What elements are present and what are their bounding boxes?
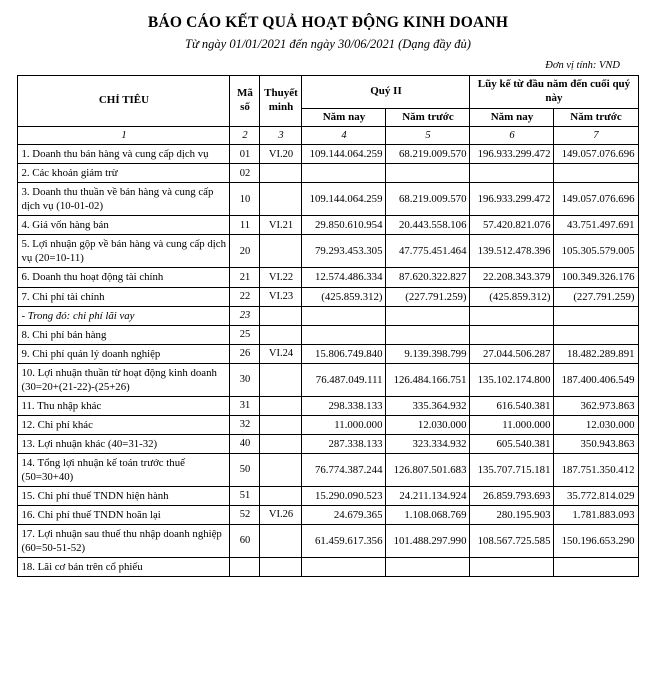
row-note (260, 415, 302, 434)
report-page (0, 14, 656, 679)
row-code: 40 (230, 434, 260, 453)
row-label: 16. Chi phí thuế TNDN hoãn lại (18, 505, 230, 524)
row-code: 32 (230, 415, 260, 434)
row-cumulative-previous-year: 35.772.814.029 (554, 486, 638, 505)
row-quarter-current-year: (425.859.312) (302, 287, 386, 306)
header-quarter-current-year: Năm nay (302, 108, 386, 127)
header-quarter-group: Quý II (302, 76, 470, 109)
header-code: Mã số (230, 76, 260, 127)
row-quarter-previous-year (386, 306, 470, 325)
row-quarter-current-year: 109.144.064.259 (302, 183, 386, 216)
row-cumulative-current-year (470, 325, 554, 344)
row-quarter-previous-year (386, 164, 470, 183)
row-code: 20 (230, 235, 260, 268)
row-cumulative-previous-year: 187.751.350.412 (554, 453, 638, 486)
row-label: 1. Doanh thu bán hàng và cung cấp dịch vụ (18, 145, 230, 164)
row-code: 11 (230, 216, 260, 235)
index-6: 6 (470, 127, 554, 145)
row-label: 2. Các khoản giảm trừ (18, 164, 230, 183)
row-quarter-current-year: 61.459.617.356 (302, 524, 386, 557)
table-row (18, 216, 638, 235)
index-4: 4 (302, 127, 386, 145)
row-quarter-previous-year: 24.211.134.924 (386, 486, 470, 505)
table-row (18, 415, 638, 434)
row-quarter-current-year: 109.144.064.259 (302, 145, 386, 164)
table-row (18, 505, 638, 524)
index-1: 1 (18, 127, 230, 145)
row-label: 17. Lợi nhuận sau thuế thu nhập doanh nghiệp (60=50-51-52) (18, 524, 230, 557)
table-row (18, 145, 638, 164)
row-code: 51 (230, 486, 260, 505)
row-quarter-previous-year: 323.334.932 (386, 434, 470, 453)
row-cumulative-previous-year (554, 325, 638, 344)
row-label: 7. Chi phí tài chính (18, 287, 230, 306)
index-2: 2 (230, 127, 260, 145)
row-code: 30 (230, 363, 260, 396)
row-quarter-previous-year: 68.219.009.570 (386, 145, 470, 164)
row-label: 10. Lợi nhuận thuần từ hoạt động kinh doanh (30=20+(21-22)-(25+26) (18, 363, 230, 396)
row-note (260, 453, 302, 486)
row-code: 23 (230, 306, 260, 325)
row-cumulative-current-year: 135.102.174.800 (470, 363, 554, 396)
row-quarter-current-year: 12.574.486.334 (302, 268, 386, 287)
index-5: 5 (386, 127, 470, 145)
table-header (18, 76, 638, 127)
row-cumulative-current-year (470, 306, 554, 325)
row-code: 10 (230, 183, 260, 216)
table-row (18, 183, 638, 216)
row-label: 18. Lãi cơ bản trên cổ phiếu (18, 557, 230, 576)
table-row (18, 164, 638, 183)
row-label: 14. Tổng lợi nhuận kế toán trước thuế (50=30+40) (18, 453, 230, 486)
row-note: VI.23 (260, 287, 302, 306)
row-label: 6. Doanh thu hoạt động tài chính (18, 268, 230, 287)
row-label: 9. Chi phí quản lý doanh nghiệp (18, 344, 230, 363)
table-row (18, 486, 638, 505)
row-quarter-current-year (302, 164, 386, 183)
row-quarter-current-year: 298.338.133 (302, 396, 386, 415)
row-note (260, 363, 302, 396)
row-cumulative-previous-year: 105.305.579.005 (554, 235, 638, 268)
row-quarter-current-year: 79.293.453.305 (302, 235, 386, 268)
header-note: Thuyết minh (260, 76, 302, 127)
row-code: 50 (230, 453, 260, 486)
row-note: VI.22 (260, 268, 302, 287)
row-cumulative-current-year: 616.540.381 (470, 396, 554, 415)
row-cumulative-current-year (470, 557, 554, 576)
row-cumulative-current-year: 196.933.299.472 (470, 145, 554, 164)
row-label: 8. Chi phí bán hàng (18, 325, 230, 344)
row-quarter-previous-year: 126.807.501.683 (386, 453, 470, 486)
row-note (260, 306, 302, 325)
row-quarter-previous-year (386, 325, 470, 344)
table-row (18, 306, 638, 325)
row-code: 02 (230, 164, 260, 183)
row-cumulative-previous-year: 149.057.076.696 (554, 183, 638, 216)
row-cumulative-current-year: 57.420.821.076 (470, 216, 554, 235)
table-body (18, 127, 638, 577)
index-7: 7 (554, 127, 638, 145)
row-cumulative-current-year: 135.707.715.181 (470, 453, 554, 486)
row-quarter-current-year (302, 306, 386, 325)
row-cumulative-current-year: 27.044.506.287 (470, 344, 554, 363)
row-quarter-previous-year: 20.443.558.106 (386, 216, 470, 235)
row-note: VI.24 (260, 344, 302, 363)
row-cumulative-previous-year: 18.482.289.891 (554, 344, 638, 363)
row-code: 01 (230, 145, 260, 164)
row-label: 11. Thu nhập khác (18, 396, 230, 415)
row-code (230, 557, 260, 576)
row-note: VI.26 (260, 505, 302, 524)
header-quarter-previous-year: Năm trước (386, 108, 470, 127)
row-note (260, 524, 302, 557)
row-label: 12. Chi phí khác (18, 415, 230, 434)
row-cumulative-current-year: 139.512.478.396 (470, 235, 554, 268)
row-quarter-previous-year: 101.488.297.990 (386, 524, 470, 557)
row-cumulative-current-year: (425.859.312) (470, 287, 554, 306)
row-cumulative-previous-year: 12.030.000 (554, 415, 638, 434)
table-row (18, 453, 638, 486)
row-note (260, 396, 302, 415)
row-quarter-current-year: 11.000.000 (302, 415, 386, 434)
row-code: 26 (230, 344, 260, 363)
row-note: VI.20 (260, 145, 302, 164)
row-note (260, 557, 302, 576)
row-quarter-previous-year: 87.620.322.827 (386, 268, 470, 287)
header-cumulative-previous-year: Năm trước (554, 108, 638, 127)
table-row (18, 434, 638, 453)
row-quarter-previous-year: (227.791.259) (386, 287, 470, 306)
header-cumulative-current-year: Năm nay (470, 108, 554, 127)
row-quarter-previous-year: 9.139.398.799 (386, 344, 470, 363)
table-row (18, 235, 638, 268)
row-quarter-previous-year: 126.484.166.751 (386, 363, 470, 396)
header-criteria: CHỈ TIÊU (18, 76, 230, 127)
row-note (260, 486, 302, 505)
index-3: 3 (260, 127, 302, 145)
row-cumulative-previous-year: 150.196.653.290 (554, 524, 638, 557)
currency-unit-label: Đơn vị tính: VND (545, 60, 620, 71)
row-label: 13. Lợi nhuận khác (40=31-32) (18, 434, 230, 453)
row-label: 15. Chi phí thuế TNDN hiện hành (18, 486, 230, 505)
row-quarter-previous-year (386, 557, 470, 576)
row-quarter-previous-year: 12.030.000 (386, 415, 470, 434)
row-cumulative-current-year: 11.000.000 (470, 415, 554, 434)
row-quarter-previous-year: 68.219.009.570 (386, 183, 470, 216)
row-quarter-current-year (302, 325, 386, 344)
row-cumulative-current-year: 280.195.903 (470, 505, 554, 524)
row-cumulative-current-year: 26.859.793.693 (470, 486, 554, 505)
row-cumulative-previous-year: 362.973.863 (554, 396, 638, 415)
row-cumulative-previous-year: 43.751.497.691 (554, 216, 638, 235)
row-quarter-current-year: 24.679.365 (302, 505, 386, 524)
table-row (18, 363, 638, 396)
table-row (18, 268, 638, 287)
row-cumulative-previous-year (554, 164, 638, 183)
row-note: VI.21 (260, 216, 302, 235)
row-cumulative-previous-year (554, 306, 638, 325)
table-row (18, 287, 638, 306)
row-label: - Trong đó: chi phí lãi vay (18, 306, 230, 325)
row-note (260, 434, 302, 453)
row-quarter-previous-year: 335.364.932 (386, 396, 470, 415)
row-quarter-current-year: 287.338.133 (302, 434, 386, 453)
row-cumulative-previous-year: 149.057.076.696 (554, 145, 638, 164)
row-cumulative-current-year: 605.540.381 (470, 434, 554, 453)
table-row (18, 325, 638, 344)
row-code: 31 (230, 396, 260, 415)
row-quarter-current-year: 29.850.610.954 (302, 216, 386, 235)
row-note (260, 183, 302, 216)
row-label: 5. Lợi nhuận gộp về bán hàng và cung cấp dịch vụ (20=10-11) (18, 235, 230, 268)
row-cumulative-previous-year: 1.781.883.093 (554, 505, 638, 524)
row-quarter-current-year: 76.487.049.111 (302, 363, 386, 396)
row-label: 4. Giá vốn hàng bán (18, 216, 230, 235)
income-statement-table (17, 75, 638, 577)
row-cumulative-previous-year: 100.349.326.176 (554, 268, 638, 287)
row-quarter-current-year (302, 557, 386, 576)
row-quarter-current-year: 15.806.749.840 (302, 344, 386, 363)
row-cumulative-current-year (470, 164, 554, 183)
header-cumulative-group: Lũy kế từ đầu năm đến cuối quý này (470, 76, 638, 109)
table-row (18, 557, 638, 576)
row-code: 60 (230, 524, 260, 557)
row-cumulative-current-year: 108.567.725.585 (470, 524, 554, 557)
row-cumulative-previous-year: 350.943.863 (554, 434, 638, 453)
table-row (18, 524, 638, 557)
table-row (18, 396, 638, 415)
row-cumulative-current-year: 22.208.343.379 (470, 268, 554, 287)
row-quarter-current-year: 15.290.090.523 (302, 486, 386, 505)
row-cumulative-previous-year: 187.400.406.549 (554, 363, 638, 396)
row-note (260, 235, 302, 268)
table-row (18, 344, 638, 363)
row-note (260, 325, 302, 344)
row-quarter-current-year: 76.774.387.244 (302, 453, 386, 486)
row-cumulative-previous-year (554, 557, 638, 576)
row-note (260, 164, 302, 183)
row-cumulative-previous-year: (227.791.259) (554, 287, 638, 306)
column-index-row (18, 127, 638, 145)
row-quarter-previous-year: 47.775.451.464 (386, 235, 470, 268)
row-cumulative-current-year: 196.933.299.472 (470, 183, 554, 216)
row-label: 3. Doanh thu thuần về bán hàng và cung cấp dịch vụ (10-01-02) (18, 183, 230, 216)
row-code: 22 (230, 287, 260, 306)
row-code: 21 (230, 268, 260, 287)
page-title: BÁO CÁO KẾT QUẢ HOẠT ĐỘNG KINH DOANH (147, 14, 509, 31)
row-quarter-previous-year: 1.108.068.769 (386, 505, 470, 524)
row-code: 52 (230, 505, 260, 524)
page-subtitle: Từ ngày 01/01/2021 đến ngày 30/06/2021 (Dạng đầy đủ) (185, 37, 471, 51)
row-code: 25 (230, 325, 260, 344)
